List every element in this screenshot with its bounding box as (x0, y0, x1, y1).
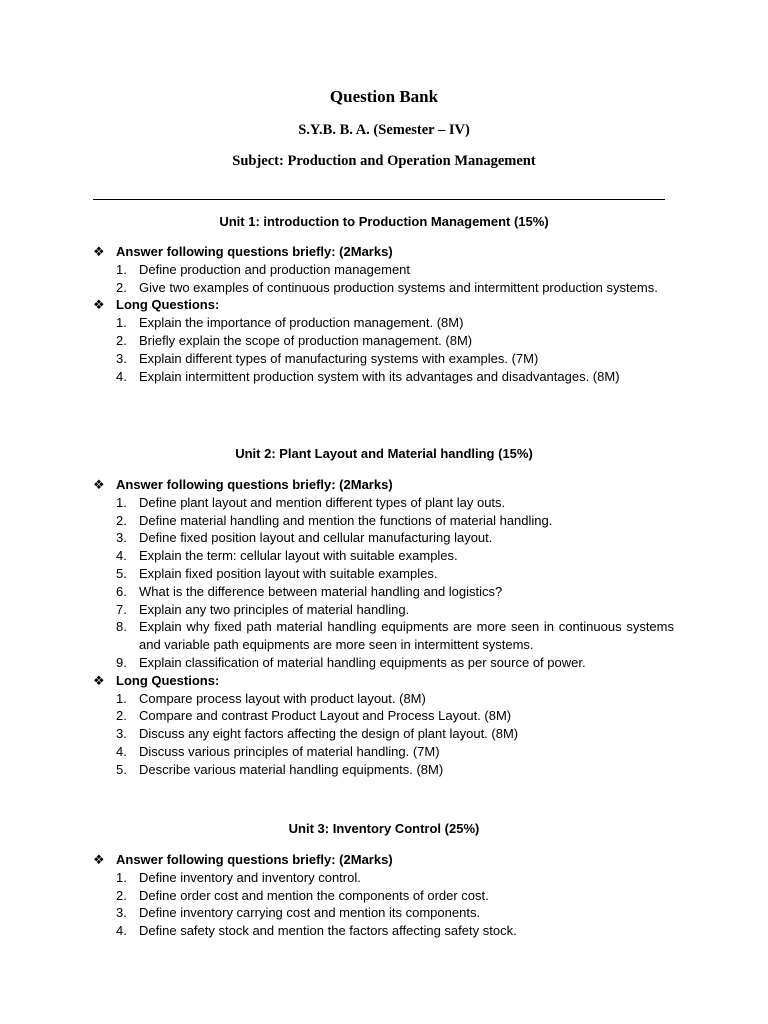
list-item: 7. Explain any two principles of material handling. (116, 601, 410, 617)
list-item: 1. Compare process layout with product layout. (8M) (116, 690, 426, 706)
subject-line: Subject: Production and Operation Management (232, 153, 536, 169)
list-item: 4. Discuss various principles of material handling. (7M) (116, 743, 440, 759)
unit-3-title: Unit 3: Inventory Control (25%) (288, 821, 480, 836)
page-title: Question Bank (329, 87, 439, 106)
diamond-bullet-icon: ❖ (93, 244, 105, 259)
list-item: 2. Define order cost and mention the components of order cost. (116, 887, 489, 903)
question-list (93, 690, 674, 779)
diamond-bullet-icon: ❖ (93, 672, 105, 688)
list-item: 2. Compare and contrast Product Layout and Process Layout. (8M) (116, 708, 512, 724)
list-item: 1. Define plant layout and mention different types of plant lay outs. (116, 494, 506, 510)
list-item: 1. Define production and production management (116, 261, 411, 277)
list-item: 4. Explain intermittent production system with its advantages and disadvantages. (8M) (116, 368, 620, 384)
list-item: 8. Explain why fixed path material handling equipments are more seen in continuous systems and variable path equipments are more seen in intermittent systems. (116, 619, 674, 653)
list-item: 3. Define inventory carrying cost and mention its components. (116, 905, 481, 921)
question-list (93, 261, 674, 297)
list-item: 3. Explain different types of manufacturing systems with examples. (7M) (116, 350, 539, 366)
question-list (93, 869, 674, 940)
list-item: 2. Give two examples of continuous production systems and intermittent production systems. (116, 279, 658, 295)
list-item: 5. Explain fixed position layout with suitable examples. (116, 565, 438, 581)
section-heading: ❖ Answer following questions briefly: (2Marks) (93, 244, 393, 259)
unit-2-title: Unit 2: Plant Layout and Material handling (15%) (235, 446, 533, 461)
list-item: 4. Explain the term: cellular layout with suitable examples. (116, 548, 458, 564)
unit-1-title: Unit 1: introduction to Production Management (15%) (219, 214, 549, 229)
list-item: 3. Discuss any eight factors affecting the design of plant layout. (8M) (116, 726, 519, 742)
unit-2-content (93, 476, 674, 779)
list-item: 2. Briefly explain the scope of production management. (8M) (116, 332, 473, 348)
unit-1-content (93, 243, 674, 385)
question-list (93, 494, 674, 672)
section-heading: ❖ Long Questions: (93, 672, 220, 688)
list-item: 2. Define material handling and mention the functions of material handling. (116, 512, 553, 528)
horizontal-divider (93, 199, 665, 200)
class-line: S.Y.B. B. A. (Semester – IV) (298, 122, 470, 138)
diamond-bullet-icon: ❖ (93, 852, 105, 867)
section-heading: ❖ Answer following questions briefly: (2Marks) (93, 852, 393, 867)
list-item: 5. Describe various material handling equipments. (8M) (116, 761, 444, 777)
diamond-bullet-icon: ❖ (93, 297, 105, 313)
diamond-bullet-icon: ❖ (93, 477, 105, 492)
unit-3-content (93, 851, 674, 940)
question-list (93, 314, 674, 385)
list-item: 4. Define safety stock and mention the factors affecting safety stock. (116, 923, 517, 939)
list-item: 6. What is the difference between material handling and logistics? (116, 583, 503, 599)
section-heading: ❖ Answer following questions briefly: (2Marks) (93, 477, 393, 492)
list-item: 3. Define fixed position layout and cellular manufacturing layout. (116, 530, 493, 546)
list-item: 9. Explain classification of material handling equipments as per source of power. (116, 654, 586, 670)
list-item: 1. Explain the importance of production management. (8M) (116, 315, 464, 331)
list-item: 1. Define inventory and inventory control. (116, 869, 361, 885)
section-heading: ❖ Long Questions: (93, 297, 220, 313)
